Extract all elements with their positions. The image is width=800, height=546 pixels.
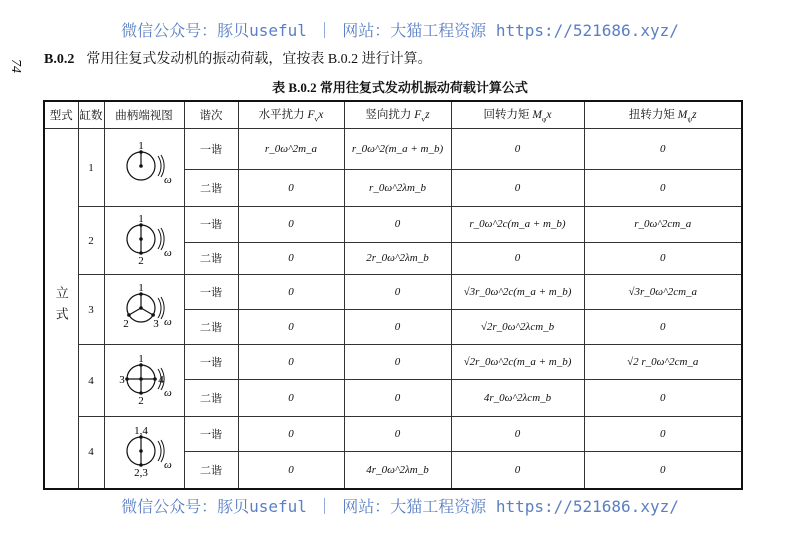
- crank-end-view-diagram: [109, 134, 179, 198]
- page-number: 74: [8, 59, 23, 73]
- crank-label: 3: [119, 374, 125, 386]
- crank-pin: [151, 313, 155, 317]
- crank-line: [141, 308, 153, 315]
- harmonic-order: 二谐: [184, 242, 238, 274]
- crank-pin: [153, 377, 157, 381]
- crank-view-cell: [104, 129, 184, 207]
- load-formula-table: [43, 100, 743, 490]
- cylinder-count: 3: [78, 275, 104, 345]
- formula-cell: r_0ω^2λm_b: [344, 170, 451, 207]
- type-cell: [44, 129, 78, 489]
- formula-cell: 0: [238, 452, 344, 489]
- formula-cell: r_0ω^2(m_a + m_b): [344, 129, 451, 170]
- harmonic-order: 二谐: [184, 380, 238, 417]
- formula-cell: 0: [344, 310, 451, 345]
- formula-cell: r_0ω^2m_a: [238, 129, 344, 170]
- formula-cell: 0: [238, 275, 344, 310]
- formula-cell: 0: [584, 129, 742, 170]
- formula-cell: 0: [238, 380, 344, 417]
- formula-cell: √3r_0ω^2cm_a: [584, 275, 742, 310]
- rotation-arc-icon: [158, 441, 161, 461]
- crank-view-cell: [104, 417, 184, 489]
- header-row: [44, 101, 742, 129]
- crank-end-view-diagram: [109, 276, 179, 340]
- harmonic-order: 二谐: [184, 170, 238, 207]
- column-header: 型式: [44, 101, 78, 129]
- formula-cell: r_0ω^2c(m_a + m_b): [451, 207, 584, 243]
- formula-cell: 0: [344, 207, 451, 243]
- crank-label: 1: [138, 213, 144, 225]
- table-row: [44, 129, 742, 170]
- formula-cell: 0: [584, 242, 742, 274]
- omega-label: ω: [164, 387, 172, 399]
- formula-cell: 0: [451, 129, 584, 170]
- column-header: 竖向扰力 $F_vz$: [344, 101, 451, 129]
- formula-cell: 0: [584, 380, 742, 417]
- harmonic-order: 一谐: [184, 345, 238, 380]
- formula-cell: 0: [238, 242, 344, 274]
- harmonic-order: 一谐: [184, 207, 238, 243]
- formula-cell: √3r_0ω^2c(m_a + m_b): [451, 275, 584, 310]
- rotation-arc-icon: [158, 156, 161, 176]
- crank-label: 2,3: [134, 466, 148, 479]
- crank-end-view-diagram: [109, 207, 179, 271]
- crank-line: [129, 308, 141, 315]
- cylinder-count: 4: [78, 345, 104, 417]
- crank-label: 1: [138, 353, 144, 365]
- table-title: 表 B.0.2 常用往复式发动机振动荷载计算公式: [272, 80, 528, 95]
- crank-label: 1: [138, 140, 144, 152]
- formula-cell: 0: [451, 242, 584, 274]
- harmonic-order: 一谐: [184, 129, 238, 170]
- harmonic-order: 二谐: [184, 310, 238, 345]
- type-label: 立式: [53, 285, 69, 328]
- formula-cell: 0: [238, 170, 344, 207]
- column-header: 扭转力矩 $M_\psi z$: [584, 101, 742, 129]
- formula-cell: √2r_0ω^2c(m_a + m_b): [451, 345, 584, 380]
- crank-end-view-diagram: [109, 347, 179, 411]
- crank-pin: [127, 313, 131, 317]
- rotation-arc-icon: [158, 229, 161, 249]
- crank-label: 2: [123, 318, 129, 330]
- formula-cell: 0: [451, 417, 584, 452]
- formula-cell: 0: [584, 170, 742, 207]
- column-header: 谐次: [184, 101, 238, 129]
- crank-label: 2: [138, 395, 144, 407]
- table-row: [44, 417, 742, 452]
- formula-cell: 0: [344, 417, 451, 452]
- cylinder-count: 2: [78, 207, 104, 275]
- harmonic-order: 一谐: [184, 275, 238, 310]
- table-row: [44, 275, 742, 310]
- column-header: 水平扰力 $F_vx$: [238, 101, 344, 129]
- watermark-bottom: 微信公众号：豚贝useful ｜ 网站：大猫工程资源 https://521686.xyz/: [121, 497, 679, 516]
- column-header: 回转力矩 $M_\varphi x$: [451, 101, 584, 129]
- formula-cell: r_0ω^2cm_a: [584, 207, 742, 243]
- crank-pin: [125, 377, 129, 381]
- formula-cell: 0: [584, 452, 742, 489]
- formula-cell: 0: [238, 345, 344, 380]
- formula-cell: √2r_0ω^2λcm_b: [451, 310, 584, 345]
- clause: [44, 48, 432, 68]
- watermark-top: 微信公众号：豚贝useful ｜ 网站：大猫工程资源 https://521686.xyz/: [121, 21, 679, 40]
- formula-cell: 0: [584, 310, 742, 345]
- harmonic-order: 一谐: [184, 417, 238, 452]
- rotation-arc-icon: [158, 298, 161, 318]
- formula-cell: 0: [238, 417, 344, 452]
- crank-view-cell: [104, 207, 184, 275]
- formula-cell: 4r_0ω^2λm_b: [344, 452, 451, 489]
- omega-label: ω: [164, 458, 172, 471]
- crank-label: 4: [158, 374, 164, 386]
- formula-cell: 0: [238, 207, 344, 243]
- omega-label: ω: [164, 247, 172, 259]
- formula-cell: √2 r_0ω^2cm_a: [584, 345, 742, 380]
- formula-cell: 2r_0ω^2λm_b: [344, 242, 451, 274]
- formula-cell: 0: [451, 452, 584, 489]
- column-header: 曲柄端视图: [104, 101, 184, 129]
- crank-view-cell: [104, 275, 184, 345]
- column-header: 缸数: [78, 101, 104, 129]
- harmonic-order: 二谐: [184, 452, 238, 489]
- table-row: [44, 345, 742, 380]
- clause-text: 常用往复式发动机的振动荷载，宜按表 B.0.2 进行计算。: [86, 52, 432, 67]
- formula-cell: 4r_0ω^2λcm_b: [451, 380, 584, 417]
- omega-label: ω: [164, 174, 172, 186]
- cylinder-count: 4: [78, 417, 104, 489]
- table-row: [44, 207, 742, 243]
- formula-cell: 0: [238, 310, 344, 345]
- clause-number: B.0.2: [44, 52, 75, 67]
- formula-cell: 0: [344, 275, 451, 310]
- formula-cell: 0: [344, 345, 451, 380]
- crank-label: 1,4: [134, 424, 148, 437]
- crank-label: 1: [138, 282, 144, 294]
- formula-cell: 0: [584, 417, 742, 452]
- formula-cell: 0: [451, 170, 584, 207]
- cylinder-count: 1: [78, 129, 104, 207]
- crank-end-view-diagram: [109, 419, 179, 483]
- crank-label: 3: [153, 318, 159, 330]
- crank-view-cell: [104, 345, 184, 417]
- formula-cell: 0: [344, 380, 451, 417]
- crank-label: 2: [138, 255, 144, 267]
- omega-label: ω: [164, 316, 172, 328]
